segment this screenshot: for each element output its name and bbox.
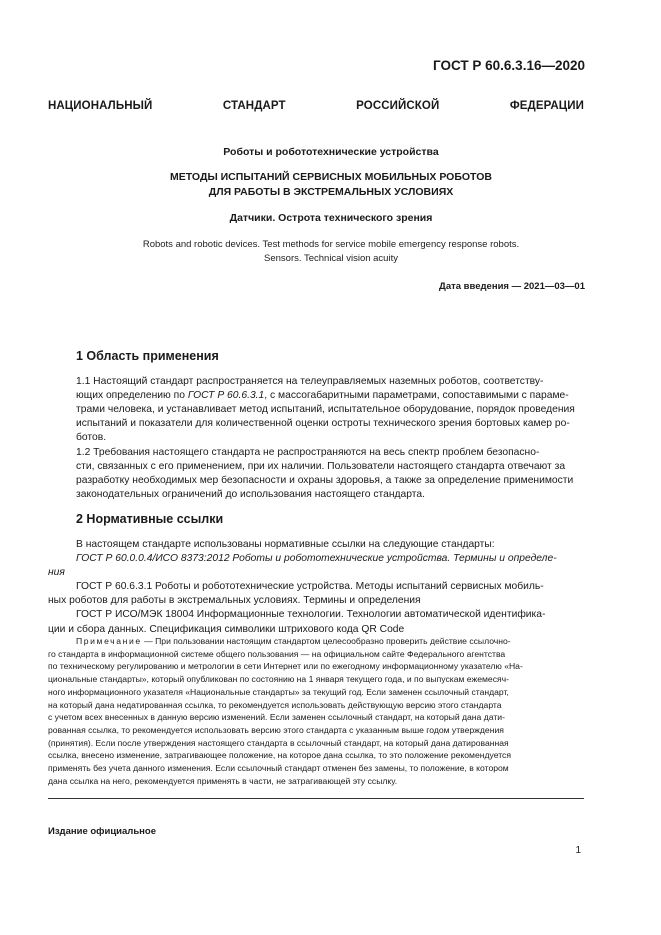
- text-line: 1.2 Требования настоящего стандарта не распространяются на весь спектр проблем безопасно-: [76, 447, 540, 458]
- text-line: [0, 389, 582, 403]
- note-text: — При пользовании настоящим стандартом целесообразно проверить действие ссылочно-: [141, 636, 511, 646]
- note-line: применять без учета данного изменения. Если ссылочный стандарт отменен без замены, то положение, в котором: [48, 763, 509, 774]
- note-line: (принятия). Если после утверждения настоящего стандарта в ссылочный стандарт, на который дана датированная: [48, 737, 509, 748]
- reference-2-line-1: ГОСТ Р 60.6.3.1 Роботы и робототехнические устройства. Методы испытаний сервисных мобиль-: [76, 581, 544, 593]
- main-title-line-1: МЕТОДЫ ИСПЫТАНИЙ СЕРВИСНЫХ МОБИЛЬНЫХ РОБОТОВ: [170, 171, 492, 183]
- note-line: го стандарта в информационной системе общего пользования — на официальном сайте Федерального агентства: [48, 648, 506, 659]
- document-code: ГОСТ Р 60.6.3.16—2020: [433, 58, 585, 73]
- note-line: на который дана недатированная ссылка, то рекомендуется использовать действующую версию этого стандарта: [48, 699, 502, 710]
- note-line: [76, 635, 582, 648]
- main-title-line-2: ДЛЯ РАБОТЫ В ЭКСТРЕМАЛЬНЫХ УСЛОВИЯХ: [208, 186, 454, 198]
- text-line: 1.1 Настоящий стандарт распространяется на телеуправляемых наземных роботов, соответству-: [76, 376, 544, 387]
- note-line: ссылка, внесено изменение, затрагивающее положение, на которое дана ссылка, то это положение рекомендуется: [48, 750, 511, 761]
- series-title: Роботы и робототехнические устройства: [223, 146, 439, 158]
- text-fragment: ющих определению по: [76, 390, 188, 402]
- text-line: трами человека, и устанавливает метод испытаний, испытательное оборудование, порядок проведения: [76, 404, 575, 416]
- section-1-title: 1 Область применения: [76, 349, 219, 363]
- references-intro: В настоящем стандарте использованы нормативные ссылки на следующие стандарты:: [76, 539, 495, 550]
- text-line: законодательных ограничений до использования настоящего стандарта.: [76, 489, 425, 501]
- text-fragment: , с массогабаритными параметрами, сопоставимыми с параме-: [264, 390, 569, 402]
- reference-2-line-2: ных роботов для работы в экстремальных условиях. Термины и определения: [48, 595, 421, 607]
- note-block: [48, 635, 582, 787]
- english-title-line-1: Robots and robotic devices. Test methods for service mobile emergency response robots.: [142, 239, 520, 250]
- text-line: испытаний и показатели для количественной оценки остроты технического зрения бортовых камер ро-: [76, 418, 570, 430]
- english-title: [48, 238, 614, 266]
- reference-1-line-2: ния: [48, 567, 65, 579]
- note-line: с учетом всех внесенных в данную версию изменений. Если заменен ссылочный стандарт, на который дана дати-: [48, 712, 505, 723]
- note-label: Примечание: [76, 636, 142, 646]
- text-line: разработку необходимых мер безопасности и охраны здоровья, а также за определение применимости: [76, 475, 574, 487]
- note-line: ного информационного указателя «Национальные стандарты» за текущий год. Если заменен ссылочный стандарт,: [48, 686, 509, 697]
- reference-1-line-1: ГОСТ Р 60.0.0.4/ИСО 8373:2012 Роботы и робототехнические устройства. Термины и определе-: [76, 553, 557, 565]
- main-title: [48, 170, 614, 200]
- text-line: ботов.: [76, 432, 107, 444]
- text-line: сти, связанных с его применением, при их наличии. Пользователи настоящего стандарта отвечают за: [76, 461, 566, 473]
- introduction-date: Дата введения — 2021—03—01: [439, 281, 585, 292]
- reference-3-line-1: ГОСТ Р ИСО/МЭК 18004 Информационные технологии. Технологии автоматической идентифика-: [76, 609, 546, 621]
- english-title-line-2: Sensors. Technical vision acuity: [264, 253, 398, 264]
- part-title: Датчики. Острота технического зрения: [229, 212, 433, 224]
- reference-3-line-2: ции и сбора данных. Спецификация символики штрихового кода QR Code: [48, 623, 405, 635]
- note-line: дана ссылка на него, рекомендуется применять в части, не затрагивающей эту ссылку.: [48, 775, 398, 786]
- section-2-title: 2 Нормативные ссылки: [76, 512, 224, 526]
- note-line: рованная ссылка, то рекомендуется использовать версию этого стандарта с указанным выше годом утверждения: [48, 724, 504, 735]
- reference-link: ГОСТ Р 60.6.3.1: [187, 390, 265, 402]
- note-line: по техническому регулированию и метрологии в сети Интернет или по ежегодному информационному указателю «На-: [48, 661, 523, 672]
- section-1-paragraph-2: [76, 446, 582, 502]
- section-1-paragraph-1: [76, 375, 582, 445]
- official-edition-label: Издание официальное: [48, 826, 156, 837]
- section-2-references: [48, 538, 582, 637]
- national-standard-heading: НАЦИОНАЛЬНЫЙ СТАНДАРТ РОССИЙСКОЙ ФЕДЕРАЦИИ: [48, 100, 584, 112]
- note-line: циональные стандарты», который опубликован по состоянию на 1 января текущего года, и по выпускам ежемесяч-: [48, 674, 509, 685]
- page-number: 1: [575, 845, 581, 856]
- footer-divider: [48, 798, 584, 799]
